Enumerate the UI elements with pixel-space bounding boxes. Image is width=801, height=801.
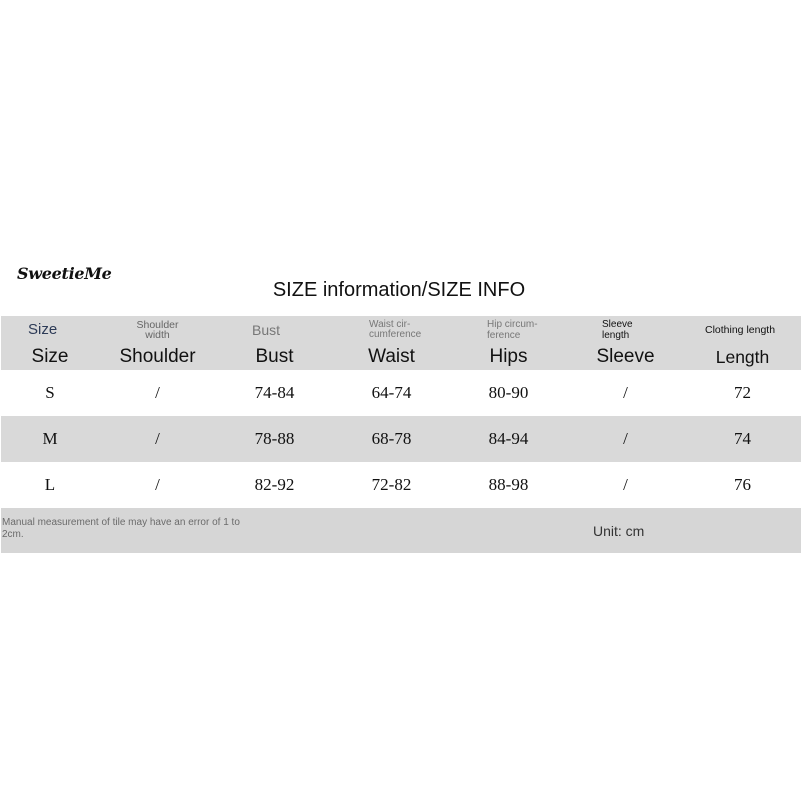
table-cell: / [623, 429, 628, 448]
header-sublabel-line: Bust [252, 322, 281, 338]
brand-logo: SweetieMe [17, 264, 112, 283]
header-label: Sleeve [596, 346, 655, 367]
header-label: Length [715, 347, 770, 367]
header-cell-bust [216, 316, 333, 370]
table-cell: 68-78 [371, 429, 412, 448]
header-sublabel [369, 320, 421, 340]
measurement-note-line: Manual measurement of tile may have an error of 1 to [2, 517, 240, 528]
table-row [1, 462, 801, 508]
table-footer [1, 508, 801, 553]
header-sublabel-line: length [602, 330, 630, 341]
table-cell: 64-74 [371, 383, 412, 402]
table-cell: 74-84 [254, 383, 295, 402]
header-sublabel-line: ference [487, 330, 521, 341]
header-sublabel [705, 323, 775, 337]
table-cell: / [623, 383, 628, 402]
header-sublabel-line: Sleeve [602, 319, 633, 330]
header-cell-sleeve [567, 316, 684, 370]
header-label: Bust [255, 346, 294, 367]
table-cell: 84-94 [488, 429, 529, 448]
header-cell-length [684, 316, 801, 370]
header-sublabel [602, 319, 633, 341]
header-sublabel [99, 320, 216, 340]
header-sublabel-line: width [145, 329, 170, 341]
table-cell: 88-98 [488, 475, 529, 494]
header-sublabel-line: Clothing length [705, 324, 776, 336]
header-sublabel [487, 319, 538, 341]
table-cell: / [623, 475, 628, 494]
table-cell: S [45, 383, 55, 402]
header-label: Waist [368, 346, 415, 367]
table-cell: 80-90 [488, 383, 529, 402]
page-title: SIZE information/SIZE INFO [272, 279, 526, 301]
header-sublabel [252, 321, 280, 339]
header-sublabel [28, 321, 57, 339]
unit-label: Unit: cm [593, 523, 645, 539]
table-cell: 78-88 [254, 429, 295, 448]
table-cell: 82-92 [254, 475, 295, 494]
header-cell-shoulder [99, 316, 216, 370]
table-row [1, 370, 801, 416]
table-cell: L [44, 475, 56, 494]
header-sublabel-line: Size [28, 321, 58, 338]
measurement-note [2, 517, 240, 541]
header-sublabel-line: Hip circum- [487, 319, 538, 330]
header-cell-waist [333, 316, 450, 370]
header-cell-hips [450, 316, 567, 370]
table-cell: M [42, 429, 58, 448]
table-row [1, 416, 801, 462]
table-header-row [1, 316, 801, 370]
table-cell: 74 [734, 429, 751, 448]
header-sublabel-line: cumference [369, 329, 422, 340]
table-cell: / [155, 475, 160, 494]
header-label: Size [31, 346, 69, 367]
table-cell: 76 [734, 475, 751, 494]
size-table [1, 316, 801, 553]
table-cell: / [155, 429, 160, 448]
measurement-note-line: 2cm. [2, 529, 24, 540]
header-sublabel-line: Waist cir- [369, 319, 411, 330]
header-cell-size [1, 316, 99, 370]
header-sublabel-line: Shoulder [136, 319, 179, 331]
header-label: Hips [489, 346, 528, 367]
table-cell: 72 [734, 383, 751, 402]
table-cell: 72-82 [371, 475, 412, 494]
header-label: Shoulder [119, 346, 196, 367]
table-cell: / [155, 383, 160, 402]
